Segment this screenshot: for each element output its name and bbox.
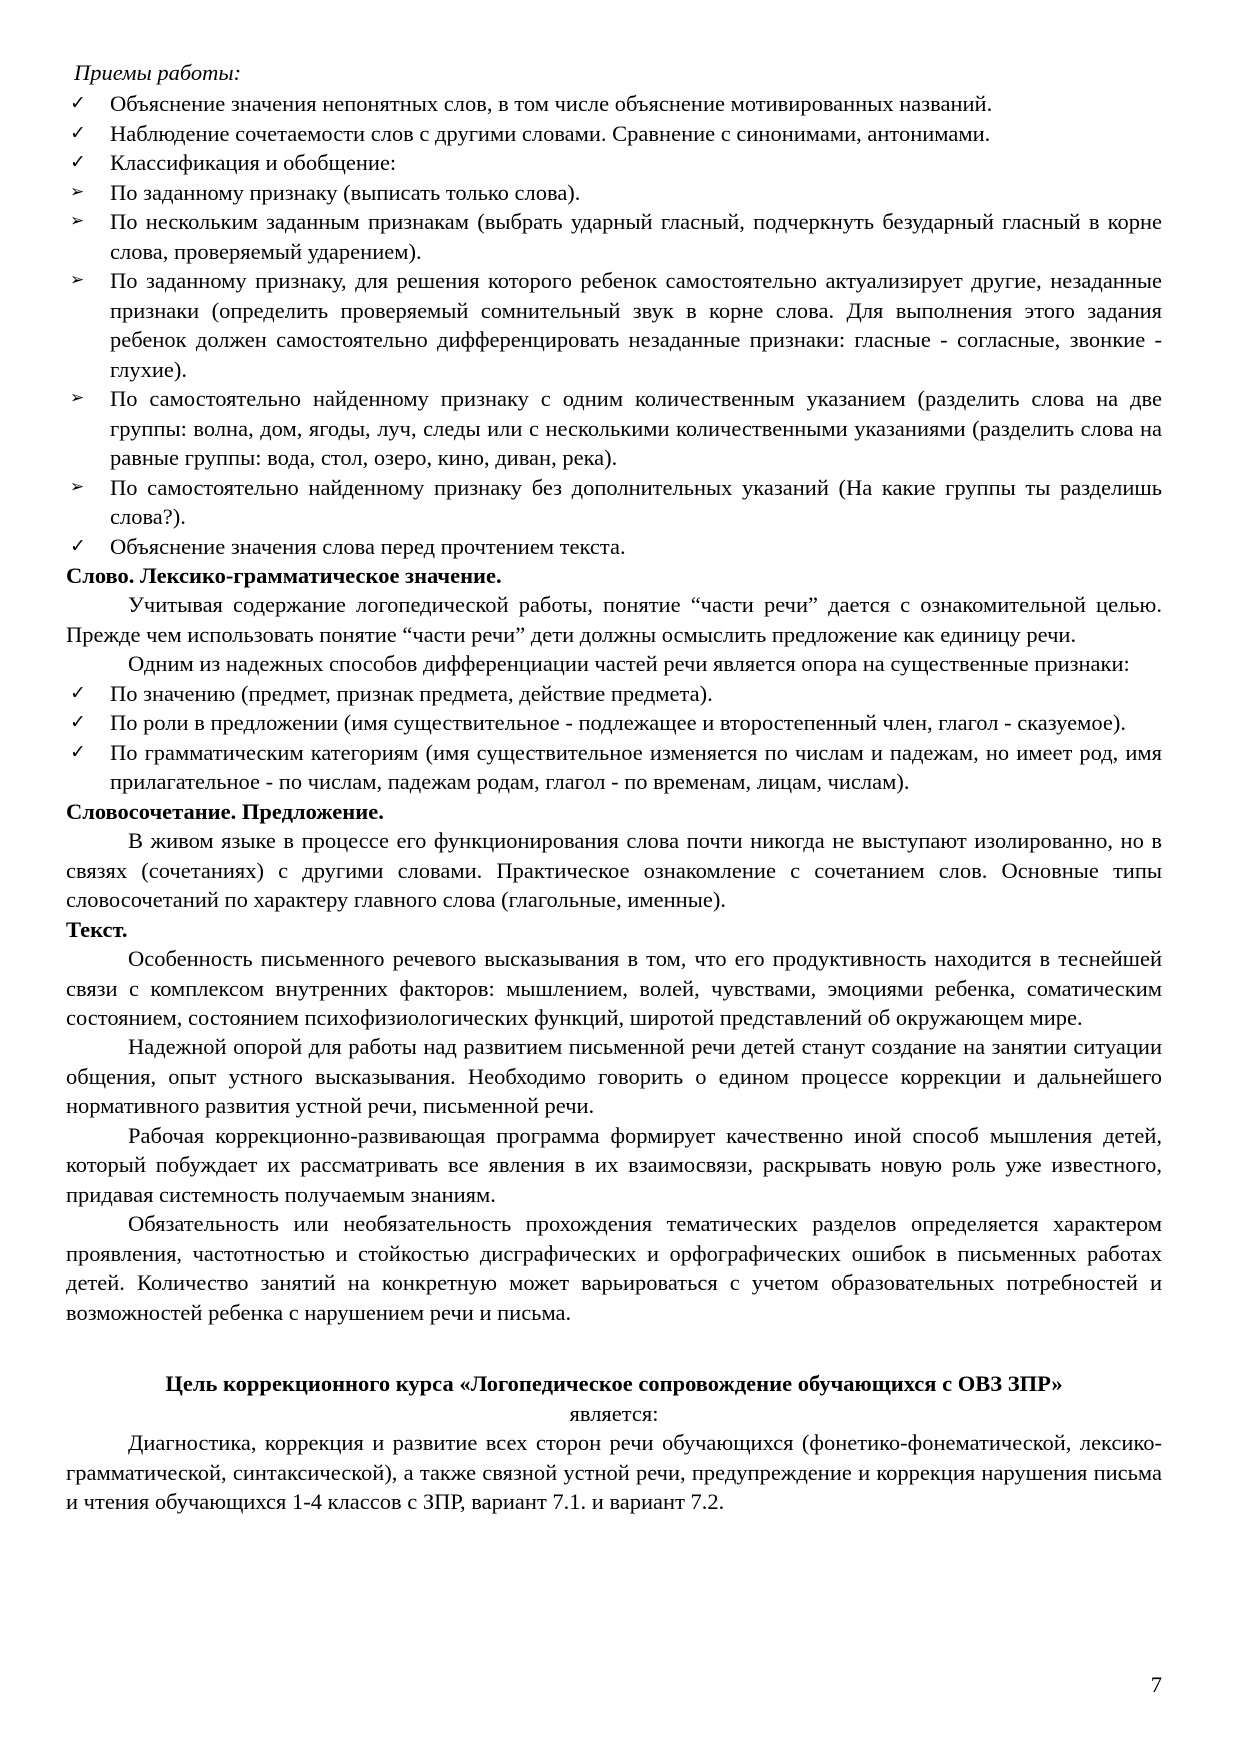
technique-item-label: По заданному признаку (выписать только слова).	[110, 179, 581, 205]
check-bullet-icon: ✓	[70, 151, 86, 174]
technique-item	[66, 532, 1162, 561]
technique-item-label: Объяснение значения непонятных слов, в том числе объяснение мотивированных названий.	[110, 91, 993, 117]
technique-item-label: По самостоятельно найденному признаку без дополнительных указаний (На какие группы ты разделишь слова?).	[110, 474, 1162, 530]
criterion-item-label: По роли в предложении (имя существительное - подлежащее и второстепенный член, глагол - сказуемое).	[110, 710, 1126, 736]
goal-subtitle: является:	[569, 1400, 659, 1426]
arrow-bullet-icon: ➢	[70, 270, 85, 291]
technique-item-label: Наблюдение сочетаемости слов с другими словами. Сравнение с синонимами, антонимами.	[110, 120, 991, 146]
arrow-bullet-icon: ➢	[70, 388, 85, 409]
arrow-bullet-icon: ➢	[70, 211, 85, 232]
technique-item	[66, 89, 1162, 118]
criterion-item	[66, 679, 1162, 708]
check-bullet-icon: ✓	[70, 92, 86, 115]
technique-item	[66, 266, 1162, 384]
criterion-item	[66, 708, 1162, 737]
section-text-paragraph-3: Рабочая коррекционно-развивающая программа формирует качественно иной способ мышления детей, который побуждает их рассматривать все явления в их взаимосвязи, раскрывать новую роль уже известного, придавая системность получаемым знаниям.	[66, 1122, 1162, 1207]
section-text-paragraph-2: Надежной опорой для работы над развитием письменной речи детей станут создание на занятии ситуации общения, опыт устного высказывания. Необходимо говорить о едином процессе коррекции и дальнейшего нормативного развития устной речи, письменной речи.	[66, 1034, 1162, 1119]
check-bullet-icon: ✓	[70, 711, 86, 734]
section-text-paragraph-4: Обязательность или необязательность прохождения тематических разделов определяется характером проявления, частотностью и стойкостью дисграфических и орфографических ошибок в письменных работах детей. Количество занятий на конкретную может варьироваться с учетом образовательных потребностей и возможностей ребенка с нарушением речи и письма.	[66, 1211, 1162, 1325]
goal-paragraph: Диагностика, коррекция и развитие всех сторон речи обучающихся (фонетико-фонематической, лексико-грамматической, синтаксической), а также связной устной речи, предупреждение и коррекция нарушения письма и чтения обучающихся 1-4 классов с ЗПР, вариант 7.1. и вариант 7.2.	[66, 1430, 1162, 1515]
technique-item	[66, 148, 1162, 177]
check-bullet-icon: ✓	[70, 681, 86, 704]
check-bullet-icon: ✓	[70, 534, 86, 557]
technique-item-label: По самостоятельно найденному признаку с одним количественным указанием (разделить слова на две группы: волна, дом, ягоды, луч, следы или с несколькими количественными указаниями (разделить слова на равные группы: вода, стол, озеро, кино, диван, река).	[110, 386, 1162, 471]
techniques-intro-label: Приемы работы:	[74, 60, 242, 85]
arrow-bullet-icon: ➢	[70, 476, 85, 497]
technique-item	[66, 178, 1162, 207]
technique-item-label: По заданному признаку, для решения которого ребенок самостоятельно актуализирует другие, незаданные признаки (определить проверяемый сомнительный звук в корне слова. Для выполнения этого задания ребенок должен самостоятельно дифференцировать незаданные признаки: гласные - согласные, звонкие - глухие).	[110, 268, 1162, 382]
technique-item	[66, 119, 1162, 148]
section-word-paragraph-2: Одним из надежных способов дифференциации частей речи является опора на существенные признаки:	[128, 651, 1130, 677]
criterion-item	[66, 738, 1162, 797]
section-word-paragraph-1: Учитывая содержание логопедической работы, понятие “части речи” дается с ознакомительной целью. Прежде чем использовать понятие “части речи” дети должны осмыслить предложение как единицу речи.	[66, 592, 1162, 647]
technique-item-label: Объяснение значения слова перед прочтением текста.	[110, 533, 626, 559]
criterion-item-label: По значению (предмет, признак предмета, действие предмета).	[110, 680, 713, 706]
page-number: 7	[1150, 1671, 1162, 1697]
criterion-item-label: По грамматическим категориям (имя существительное изменяется по числам и падежам, но имеет род, имя прилагательное - по числам, падежам родам, глагол - по временам, лицам, числам).	[110, 739, 1162, 795]
technique-item	[66, 207, 1162, 266]
section-heading-word: Слово. Лексико-грамматическое значение.	[66, 562, 502, 588]
section-text-paragraph-1: Особенность письменного речевого высказывания в том, что его продуктивность находится в теснейшей связи с комплексом внутренних факторов: мышлением, волей, чувствами, эмоциями ребенка, соматическим состоянием, состоянием психофизиологических функций, широтой представлений об окружающем мире.	[66, 946, 1162, 1030]
section-heading-text: Текст.	[66, 916, 128, 942]
technique-item	[66, 384, 1162, 472]
check-bullet-icon: ✓	[70, 121, 86, 144]
criteria-list	[66, 679, 1162, 797]
check-bullet-icon: ✓	[70, 740, 86, 763]
technique-item-label: Классификация и обобщение:	[110, 150, 397, 176]
technique-item-label: По нескольким заданным признакам (выбрать ударный гласный, подчеркнуть безударный гласный в корне слова, проверяемый ударением).	[110, 209, 1162, 264]
document-body	[66, 58, 1162, 1517]
goal-title: Цель коррекционного курса «Логопедическое сопровождение обучающихся с ОВЗ ЗПР»	[165, 1371, 1063, 1397]
section-phrase-paragraph-1: В живом языке в процессе его функционирования слова почти никогда не выступают изолированно, но в связях (сочетаниях) с другими словами. Практическое ознакомление с сочетанием слов. Основные типы словосочетаний по характеру главного слова (глагольные, именные).	[66, 828, 1162, 913]
section-heading-phrase: Словосочетание. Предложение.	[66, 798, 384, 824]
technique-item	[66, 473, 1162, 532]
goal-block	[66, 1369, 1162, 1516]
techniques-list	[66, 89, 1162, 561]
arrow-bullet-icon: ➢	[70, 181, 85, 202]
